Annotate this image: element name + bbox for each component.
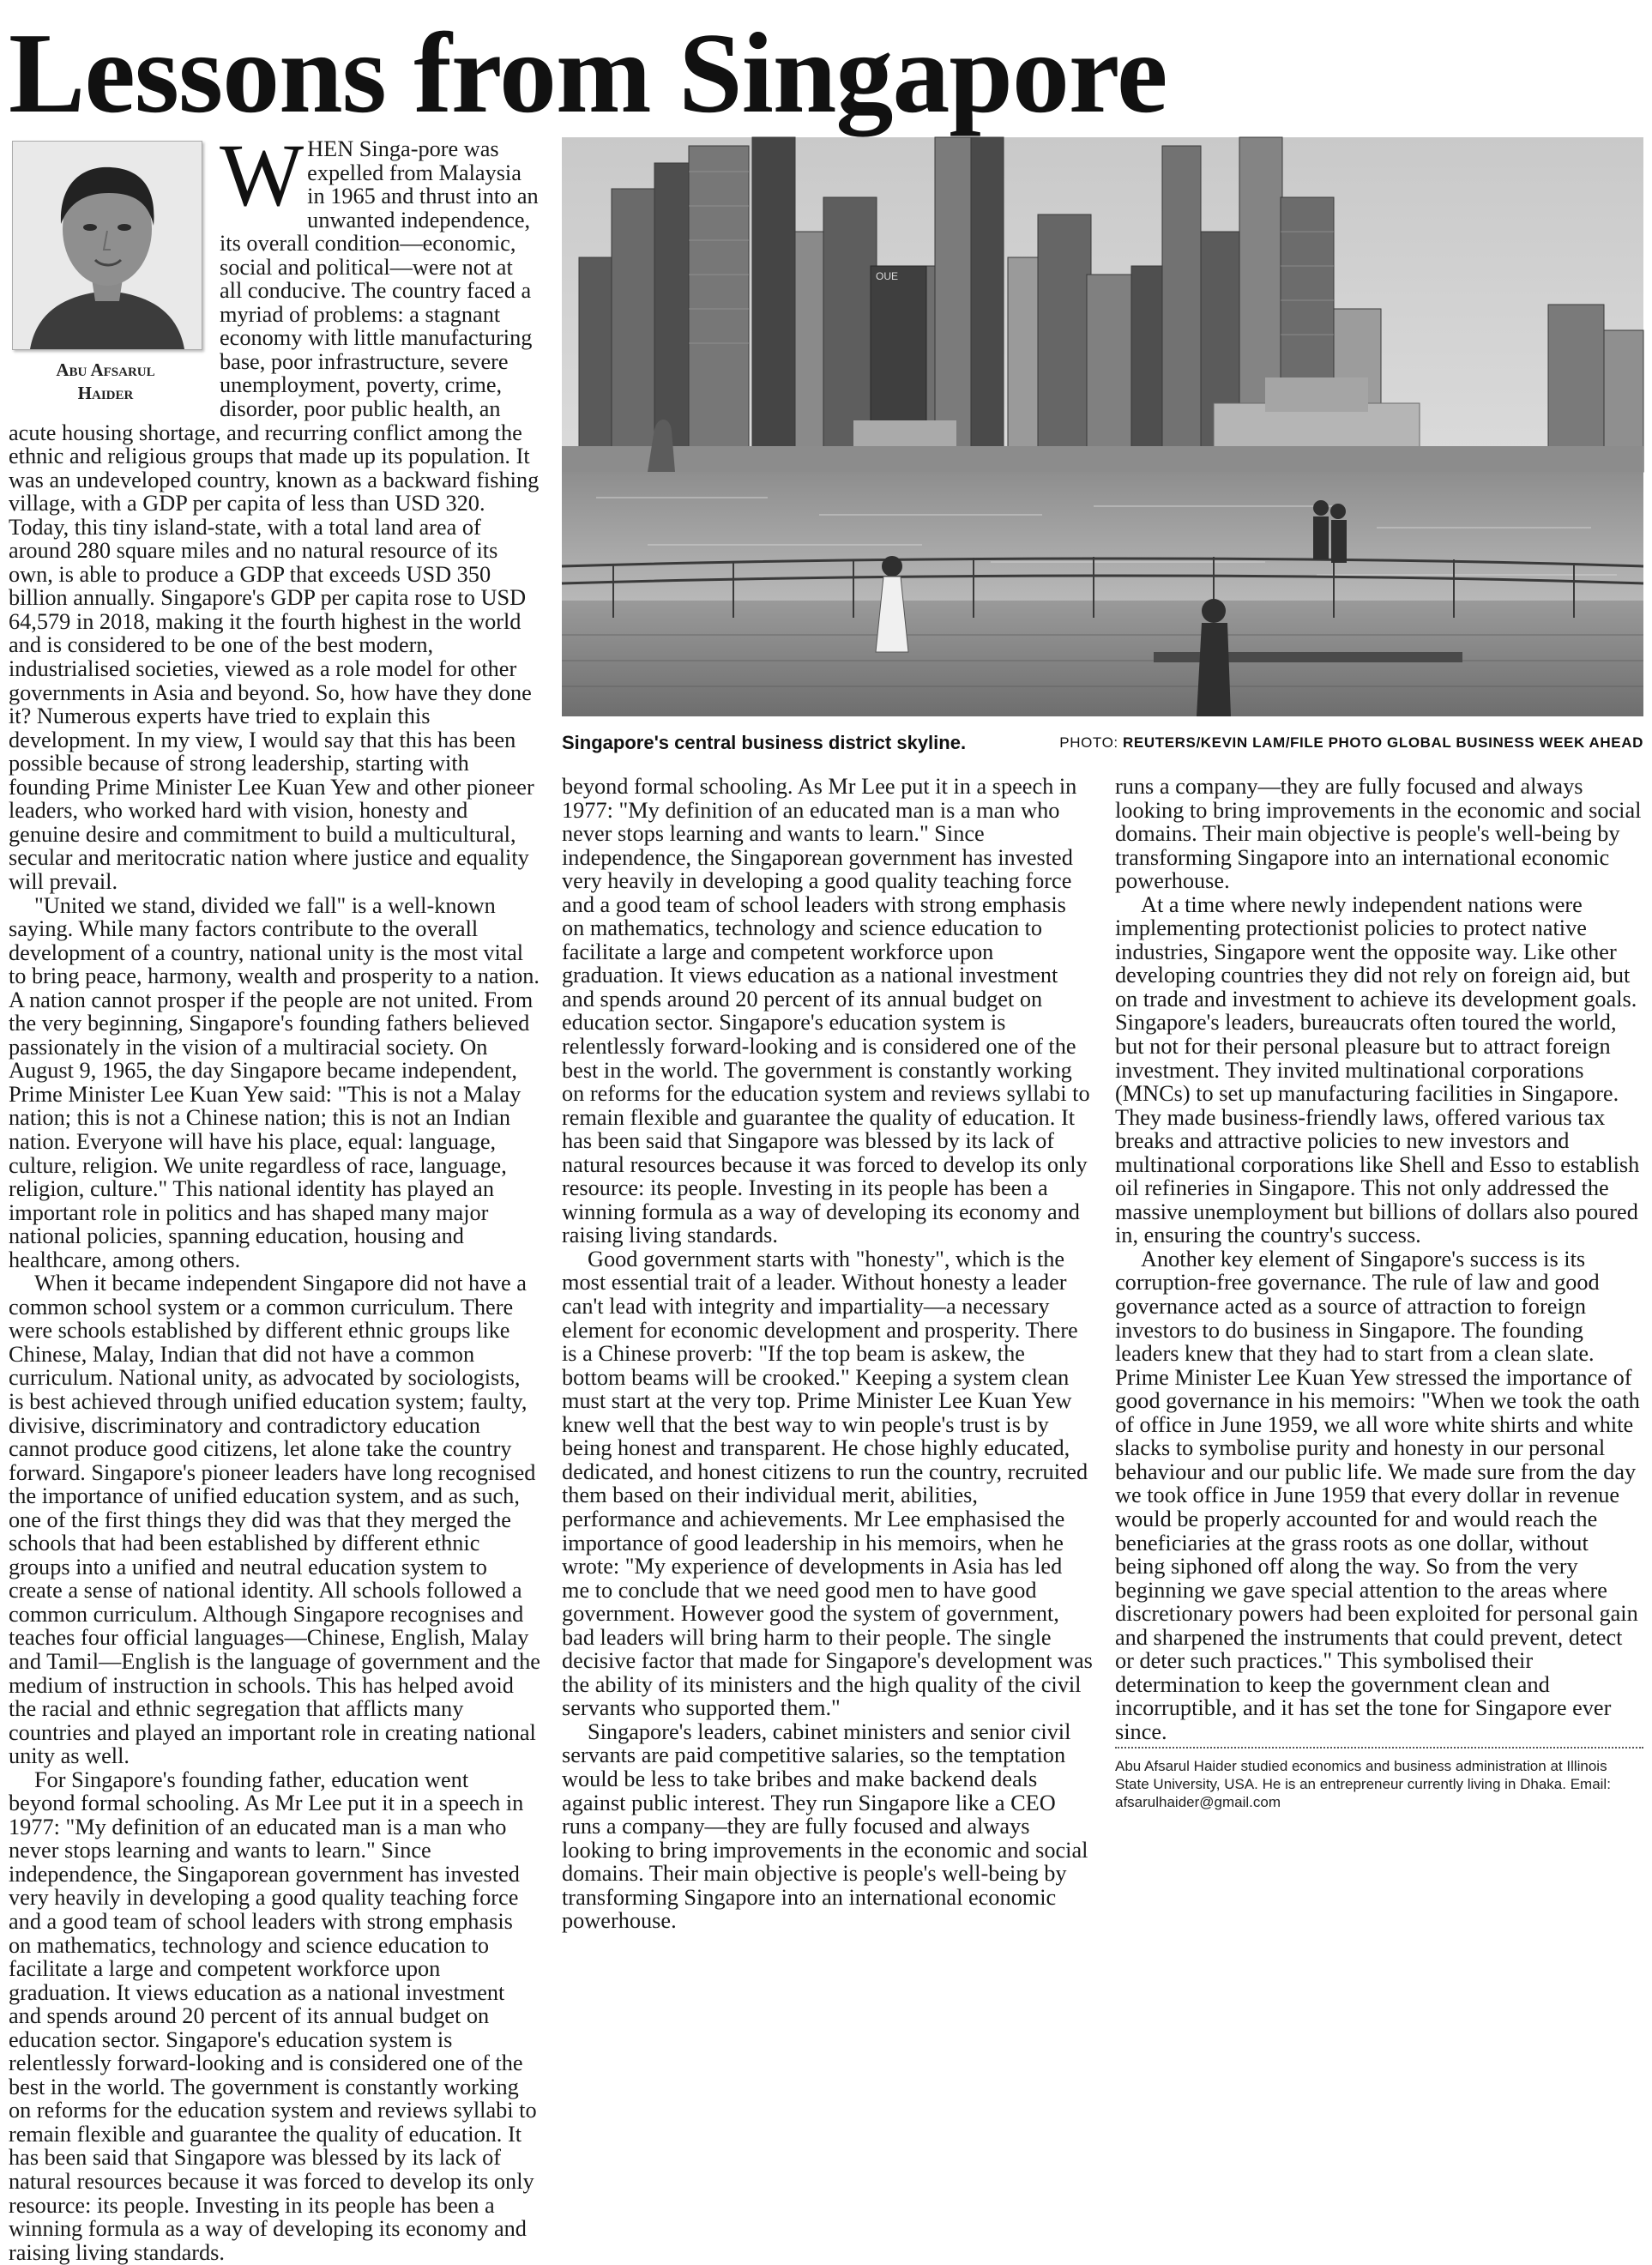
- caption-text: Singapore's central business district skyline.: [562, 732, 967, 753]
- paragraph-4-continued: beyond formal schooling. As Mr Lee put it in a speech in 1977: "My definition of an educated man is a man who never stops learning and wants to learn." Since independence, the Singaporean government has invested very heavily in developing a good quality teaching force and a good team of school leaders with strong emphasis on mathematics, technology and science education to facilitate a large and competent workforce upon graduation. It views education as a national investment and spends around 20 percent of its annual budget on education sector. Singapore's education system is relentlessly forward-looking and is considered one of the best in the world. The government is constantly working on reforms for the education system and reviews syllabi to remain flexible and guarantee the quality of education. It has been said that Singapore was blessed by its lack of natural resources because it was forced to develop its only resource: its people. Investing in its people has been a winning formula as a way of developing its economy and raising living standards.: [562, 774, 1090, 1248]
- building-sign: OUE: [876, 270, 899, 282]
- headline: Lessons from Singapore: [9, 9, 1167, 136]
- article-column-3: [1115, 774, 1643, 1744]
- article-column-2: [562, 774, 1094, 1934]
- paragraph-5: Good government starts with "honesty", which is the most essential trait of a leader. Without honesty a leader can't lead with integrity and impartiality—a necessary element for economic development and prosperity. There is a Chinese proverb: "If the top beam is askew, the bottom beams will be crooked." Keeping a system clean must start at the very top. Prime Minister Lee Kuan Yew knew well that the best way to win people's trust is by being honest and transparent. He chose highly educated, dedicated, and honest citizens to run the country, recruited them based on their individual merit, abilities, performance and achievements. Mr Lee emphasised the importance of good leadership in his memoirs, when he wrote: "My experience of developments in Asia has led me to conclude that we need good men to have good government. However good the system of government, bad leaders will bring harm to their people. The single decisive factor that made for Singapore's development was the ability of its ministers and the high quality of the civil servants who supported them.": [562, 1246, 1093, 1721]
- paragraph-4: For Singapore's founding father, education went beyond formal schooling. As Mr Lee put it in a speech in 1977: "My definition of an educated man is a man who never stops learning and wants to learn." Since independence, the Singaporean government has invested very heavily in developing a good quality teaching force and a good team of school leaders with strong emphasis on mathematics, technology and science education to facilitate a large and competent workforce upon graduation. It views education as a national investment and spends around 20 percent of its annual budget on education sector. Singapore's education system is relentlessly forward-looking and is considered one of the best in the world. The government is constantly working on reforms for the education system and reviews syllabi to remain flexible and guarantee the quality of education. It has been said that Singapore was blessed by its lack of natural resources because it was forced to develop its only resource: its people. Investing in its people has been a winning formula as a way of developing its economy and raising living standards.: [9, 1767, 537, 2265]
- author-name-line-1: Abu Afsarul: [56, 359, 155, 380]
- drop-cap: W: [220, 126, 304, 225]
- paragraph-6: Singapore's leaders, cabinet ministers and senior civil servants are paid competitive salaries, so the temptation would be less to take bribes and make backend deals against public interest. They run Singapore like a CEO runs a company—they are fully focused and always looking to bring improvements in the economic and social domains. Their main objective is people's well-being by transforming Singapore into an international economic powerhouse.: [562, 1718, 1088, 1934]
- lead-in-caps: HEN: [307, 136, 354, 161]
- author-portrait-image: [13, 142, 202, 349]
- paragraph-3: When it became independent Singapore did not have a common school system or a common curriculum. There were schools established by different ethnic groups like Chinese, Malay, Indian that did not have a common curriculum. National unity, as advocated by sociologists, is best achieved through unified education system; faulty, divisive, discriminatory and contradictory education cannot produce good citizens, let alone take the country forward. Singapore's pioneer leaders have long recognised the importance of unified education system, and as such, one of the first things they did was that they merged the schools that had been established by different ethnic groups into a unified and neutral education system to create a sense of national identity. All schools followed a common curriculum. Although Singapore recognises and teaches four official languages—Chinese, English, Malay and Tamil—English is the language of government and the medium of instruction in schools. This has helped avoid the racial and ethnic segregation that afflicts many countries and played an important role in creating national unity as well.: [9, 1271, 540, 1769]
- author-bio: Abu Afsarul Haider studied economics and business administration at Illinois State University, USA. He is an entrepreneur currently living in Dhaka. Email: afsarulhaider@gmail.com: [1115, 1758, 1611, 1810]
- author-name-line-2: Haider: [77, 383, 134, 403]
- photo-credit-source: REUTERS/KEVIN LAM/FILE PHOTO GLOBAL BUSINESS WEEK AHEAD: [1123, 734, 1643, 751]
- photo-credit-label: PHOTO:: [1059, 734, 1118, 751]
- article-column-1: [9, 126, 540, 2265]
- author-byline: [9, 359, 202, 405]
- author-box: [9, 137, 208, 405]
- skyline-photo: [562, 137, 1643, 716]
- author-photo: [12, 141, 202, 350]
- bio-divider: [1115, 1747, 1643, 1749]
- paragraph-2: "United we stand, divided we fall" is a well-known saying. While many factors contribute to the overall development of a country, national unity is the most vital to bring peace, harmony, wealth and prosperity to a nation. A nation cannot prosper if the people are not united. From the very beginning, Singapore's founding fathers believed passionately in the vision of a multiracial society. On August 9, 1965, the day Singapore became independent, Prime Minister Lee Kuan Yew said: "This is not a Malay nation; this is not a Chinese nation; this is not an Indian nation. Everyone will have his place, equal: language, culture, religion. We unite regardless of race, language, religion, culture." This national identity has played an important role in politics and has shaped many major national policies, spanning education, housing and healthcare, among others.: [9, 892, 540, 1272]
- paragraph-1-text: Singa-pore was expelled from Malaysia in 1965 and thrust into an unwanted independence, its overall condition—economic, social and political—were not at all conducive. The country faced a myriad of problems: a stagnant economy with little manufacturing base, poor infrastructure, severe unemployment, poverty, crime, disorder, poor public health, an acute housing shortage, and recurring conflict among the ethnic and religious groups that made up its population. It was an undeveloped country, known as a backward fishing village, with a GDP per capita of less than USD 320. Today, this tiny island-state, with a total land area of around 280 square miles and no natural resource of its own, is able to produce a GDP that exceeds USD 350 billion annually. Singapore's GDP per capita rose to USD 64,579 in 2018, making it the fourth highest in the world and is considered to be one of the best modern, industrialised societies, viewed as a role model for other governments in Asia and beyond. So, how have they done it? Numerous experts have tried to explain this development. In my view, I would say that this has been possible because of strong leadership, starting with founding Prime Minister Lee Kuan Yew and other pioneer leaders, who worked hard with vision, honesty and genuine desire and commitment to build a multicultural, secular and meritocratic nation where justice and equality will prevail.: [9, 136, 540, 894]
- skyline-photo-image: [562, 137, 1643, 716]
- photo-credit: [1059, 733, 1643, 753]
- paragraph-8: Another key element of Singapore's success is its corruption-free governance. The rule of law and good governance acted as a source of attraction to foreign investors to do business in Singapore. The founding leaders knew that they had to start from a clean slate. Prime Minister Lee Kuan Yew stressed the importance of good governance in his memoirs: "When we took the oath of office in June 1959, we all wore white shirts and white slacks to symbolise purity and honesty in our personal behaviour and our public life. We made sure from the day we took office in June 1959 that every dollar in revenue would be properly accounted for and would reach the beneficiaries at the grass roots as one dollar, without being siphoned off along the way. So from the very beginning we gave special attention to the areas where discretionary powers had been exploited for personal gain and sharpened the instruments that could prevent, detect or deter such practices." This symbolised their determination to keep the government clean and incorruptible, and it has set the tone for Singapore ever since.: [1115, 1246, 1640, 1744]
- paragraph-7: At a time where newly independent nations were implementing protectionist policies to protect native industries, Singapore went the opposite way. Like other developing countries they did not rely on foreign aid, but on trade and investment to achieve its development goals. Singapore's leaders, bureaucrats often toured the world, but not for their personal pleasure but to attract foreign investment. They invited multinational corporations (MNCs) to set up manufacturing facilities in Singapore. They made business-friendly laws, offered various tax breaks and attractive policies to new investors and multinational corporations like Shell and Esso to establish oil refineries in Singapore. This not only addressed the massive unemployment but billions of dollars also poured in, ensuring the country's success.: [1115, 891, 1640, 1248]
- paragraph-6-continued: runs a company—they are fully focused and always looking to bring improvements in the economic and social domains. Their main objective is people's well-being by transforming Singapore into an international economic powerhouse.: [1115, 774, 1642, 894]
- photo-caption: [562, 731, 1643, 757]
